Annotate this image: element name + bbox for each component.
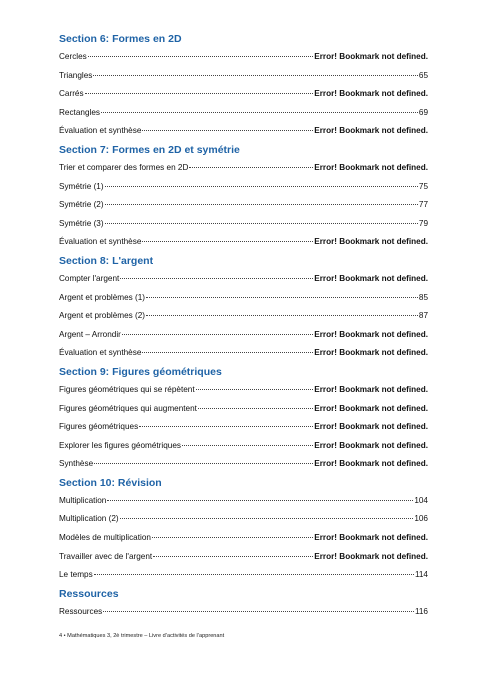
toc-entry-page: 104	[414, 495, 428, 505]
leader-dots	[85, 93, 314, 94]
toc-section	[59, 363, 428, 474]
leader-dots	[142, 241, 313, 242]
toc-section	[59, 585, 428, 622]
leader-dots	[152, 537, 313, 538]
toc-section	[59, 474, 428, 585]
toc-entry-page: Error! Bookmark not defined.	[314, 403, 428, 413]
toc-entry-page: 75	[418, 181, 428, 191]
toc-entry-label: Évaluation et synthèse	[59, 126, 142, 136]
leader-dots	[105, 186, 418, 187]
toc-entry[interactable]	[59, 270, 428, 289]
toc-entry-label: Argent – Arrondir	[59, 329, 121, 339]
toc-entry[interactable]	[59, 233, 428, 252]
toc-entry[interactable]	[59, 307, 428, 326]
toc-entry[interactable]	[59, 455, 428, 474]
leader-dots	[120, 278, 313, 279]
toc-entry-page: 85	[418, 292, 428, 302]
leader-dots	[105, 223, 418, 224]
toc-entry-label: Multiplication (2)	[59, 514, 119, 524]
toc-entry-label: Le temps	[59, 570, 93, 580]
leader-dots	[122, 334, 313, 335]
toc-entry-label: Figures géométriques qui se répètent	[59, 384, 195, 394]
toc-entry[interactable]	[59, 159, 428, 178]
toc-entry-label: Rectangles	[59, 107, 100, 117]
toc-entry[interactable]	[59, 122, 428, 141]
leader-dots	[189, 167, 313, 168]
toc-entry[interactable]	[59, 104, 428, 123]
leader-dots	[196, 389, 314, 390]
toc-entry[interactable]	[59, 85, 428, 104]
leader-dots	[198, 408, 313, 409]
section-heading[interactable]: Ressources	[59, 587, 119, 600]
section-heading[interactable]: Section 6: Formes en 2D	[59, 33, 182, 45]
toc-entry[interactable]	[59, 400, 428, 419]
toc-entry-label: Modèles de multiplication	[59, 533, 151, 543]
toc-section	[59, 30, 428, 141]
toc-entry[interactable]	[59, 603, 428, 622]
leader-dots	[142, 130, 313, 131]
leader-dots	[107, 500, 413, 501]
leader-dots	[93, 75, 418, 76]
toc-entry[interactable]	[59, 196, 428, 215]
toc-entry[interactable]	[59, 381, 428, 400]
toc-section	[59, 141, 428, 252]
toc-entry-label: Explorer les figures géométriques	[59, 440, 181, 450]
toc-entry[interactable]	[59, 437, 428, 456]
toc-entry-page: Error! Bookmark not defined.	[314, 162, 428, 172]
toc-entry-page: Error! Bookmark not defined.	[314, 533, 428, 543]
toc-entry-label: Symétrie (1)	[59, 181, 104, 191]
toc-entry-page: Error! Bookmark not defined.	[314, 52, 428, 61]
toc-entry[interactable]	[59, 344, 428, 363]
section-heading[interactable]: Section 9: Figures géométriques	[59, 365, 222, 378]
toc-entry-label: Symétrie (3)	[59, 218, 104, 228]
toc-entry-page: 106	[414, 514, 428, 524]
toc-entry[interactable]	[59, 566, 428, 585]
toc-entry-page: Error! Bookmark not defined.	[314, 237, 428, 247]
toc-entry-page: Error! Bookmark not defined.	[314, 459, 428, 469]
toc-entry-label: Évaluation et synthèse	[59, 348, 142, 358]
toc-entry[interactable]	[59, 289, 428, 308]
toc-entry-label: Argent et problèmes (2)	[59, 311, 146, 321]
toc-entry-label: Symétrie (2)	[59, 200, 104, 210]
toc-entry-label: Multiplication	[59, 495, 107, 505]
toc-entry-label: Ressources	[59, 606, 103, 616]
table-of-contents	[59, 30, 428, 621]
toc-entry[interactable]	[59, 529, 428, 548]
toc-entry-page: Error! Bookmark not defined.	[314, 422, 428, 432]
toc-entry[interactable]	[59, 510, 428, 529]
leader-dots	[103, 611, 414, 612]
section-heading[interactable]: Section 10: Révision	[59, 476, 162, 489]
toc-entry-page: Error! Bookmark not defined.	[314, 126, 428, 136]
page-footer: 4 • Mathématiques 3, 2è trimestre – Livre d’activités de l’apprenant	[59, 633, 225, 639]
toc-entry-page: Error! Bookmark not defined.	[314, 89, 428, 99]
toc-entry[interactable]	[59, 326, 428, 345]
leader-dots	[146, 297, 418, 298]
toc-entry-page: 87	[418, 311, 428, 321]
leader-dots	[120, 518, 414, 519]
toc-entry-label: Carrés	[59, 89, 84, 99]
leader-dots	[94, 463, 313, 464]
toc-entry-page: Error! Bookmark not defined.	[314, 440, 428, 450]
toc-entry-page: 116	[414, 606, 428, 616]
toc-entry[interactable]	[59, 548, 428, 567]
toc-entry-page: 114	[414, 570, 428, 580]
leader-dots	[146, 315, 418, 316]
toc-entry-page: 69	[418, 107, 428, 117]
toc-entry-label: Évaluation et synthèse	[59, 237, 142, 247]
leader-dots	[142, 352, 313, 353]
toc-entry-page: 77	[418, 200, 428, 210]
toc-entry-page: Error! Bookmark not defined.	[314, 329, 428, 339]
section-heading[interactable]: Section 8: L'argent	[59, 254, 154, 267]
toc-entry[interactable]	[59, 67, 428, 86]
toc-entry[interactable]	[59, 178, 428, 197]
toc-entry-label: Trier et comparer des formes en 2D	[59, 162, 189, 172]
leader-dots	[139, 426, 313, 427]
toc-entry-label: Triangles	[59, 70, 93, 80]
toc-entry-label: Travailler avec de l'argent	[59, 551, 153, 561]
section-heading[interactable]: Section 7: Formes en 2D et symétrie	[59, 143, 240, 156]
leader-dots	[153, 556, 313, 557]
toc-entry-label: Compter l'argent	[59, 273, 120, 283]
leader-dots	[182, 445, 313, 446]
leader-dots	[101, 112, 418, 113]
toc-entry-label: Argent et problèmes (1)	[59, 292, 146, 302]
toc-entry-page: Error! Bookmark not defined.	[314, 384, 428, 394]
toc-entry[interactable]	[59, 215, 428, 234]
toc-entry-page: Error! Bookmark not defined.	[314, 551, 428, 561]
toc-entry-page: 79	[418, 218, 428, 228]
toc-section	[59, 252, 428, 363]
toc-entry-label: Synthèse	[59, 459, 94, 469]
toc-entry[interactable]	[59, 48, 428, 67]
leader-dots	[105, 204, 418, 205]
toc-entry-page: Error! Bookmark not defined.	[314, 273, 428, 283]
toc-entry-label: Figures géométriques qui augmentent	[59, 403, 197, 413]
leader-dots	[88, 56, 314, 57]
toc-entry-page: 65	[418, 70, 428, 80]
toc-entry[interactable]	[59, 492, 428, 511]
toc-entry-label: Figures géométriques	[59, 422, 139, 432]
leader-dots	[94, 574, 414, 575]
toc-entry-page: Error! Bookmark not defined.	[314, 348, 428, 358]
toc-entry[interactable]	[59, 418, 428, 437]
toc-entry-label: Cercles	[59, 52, 87, 61]
